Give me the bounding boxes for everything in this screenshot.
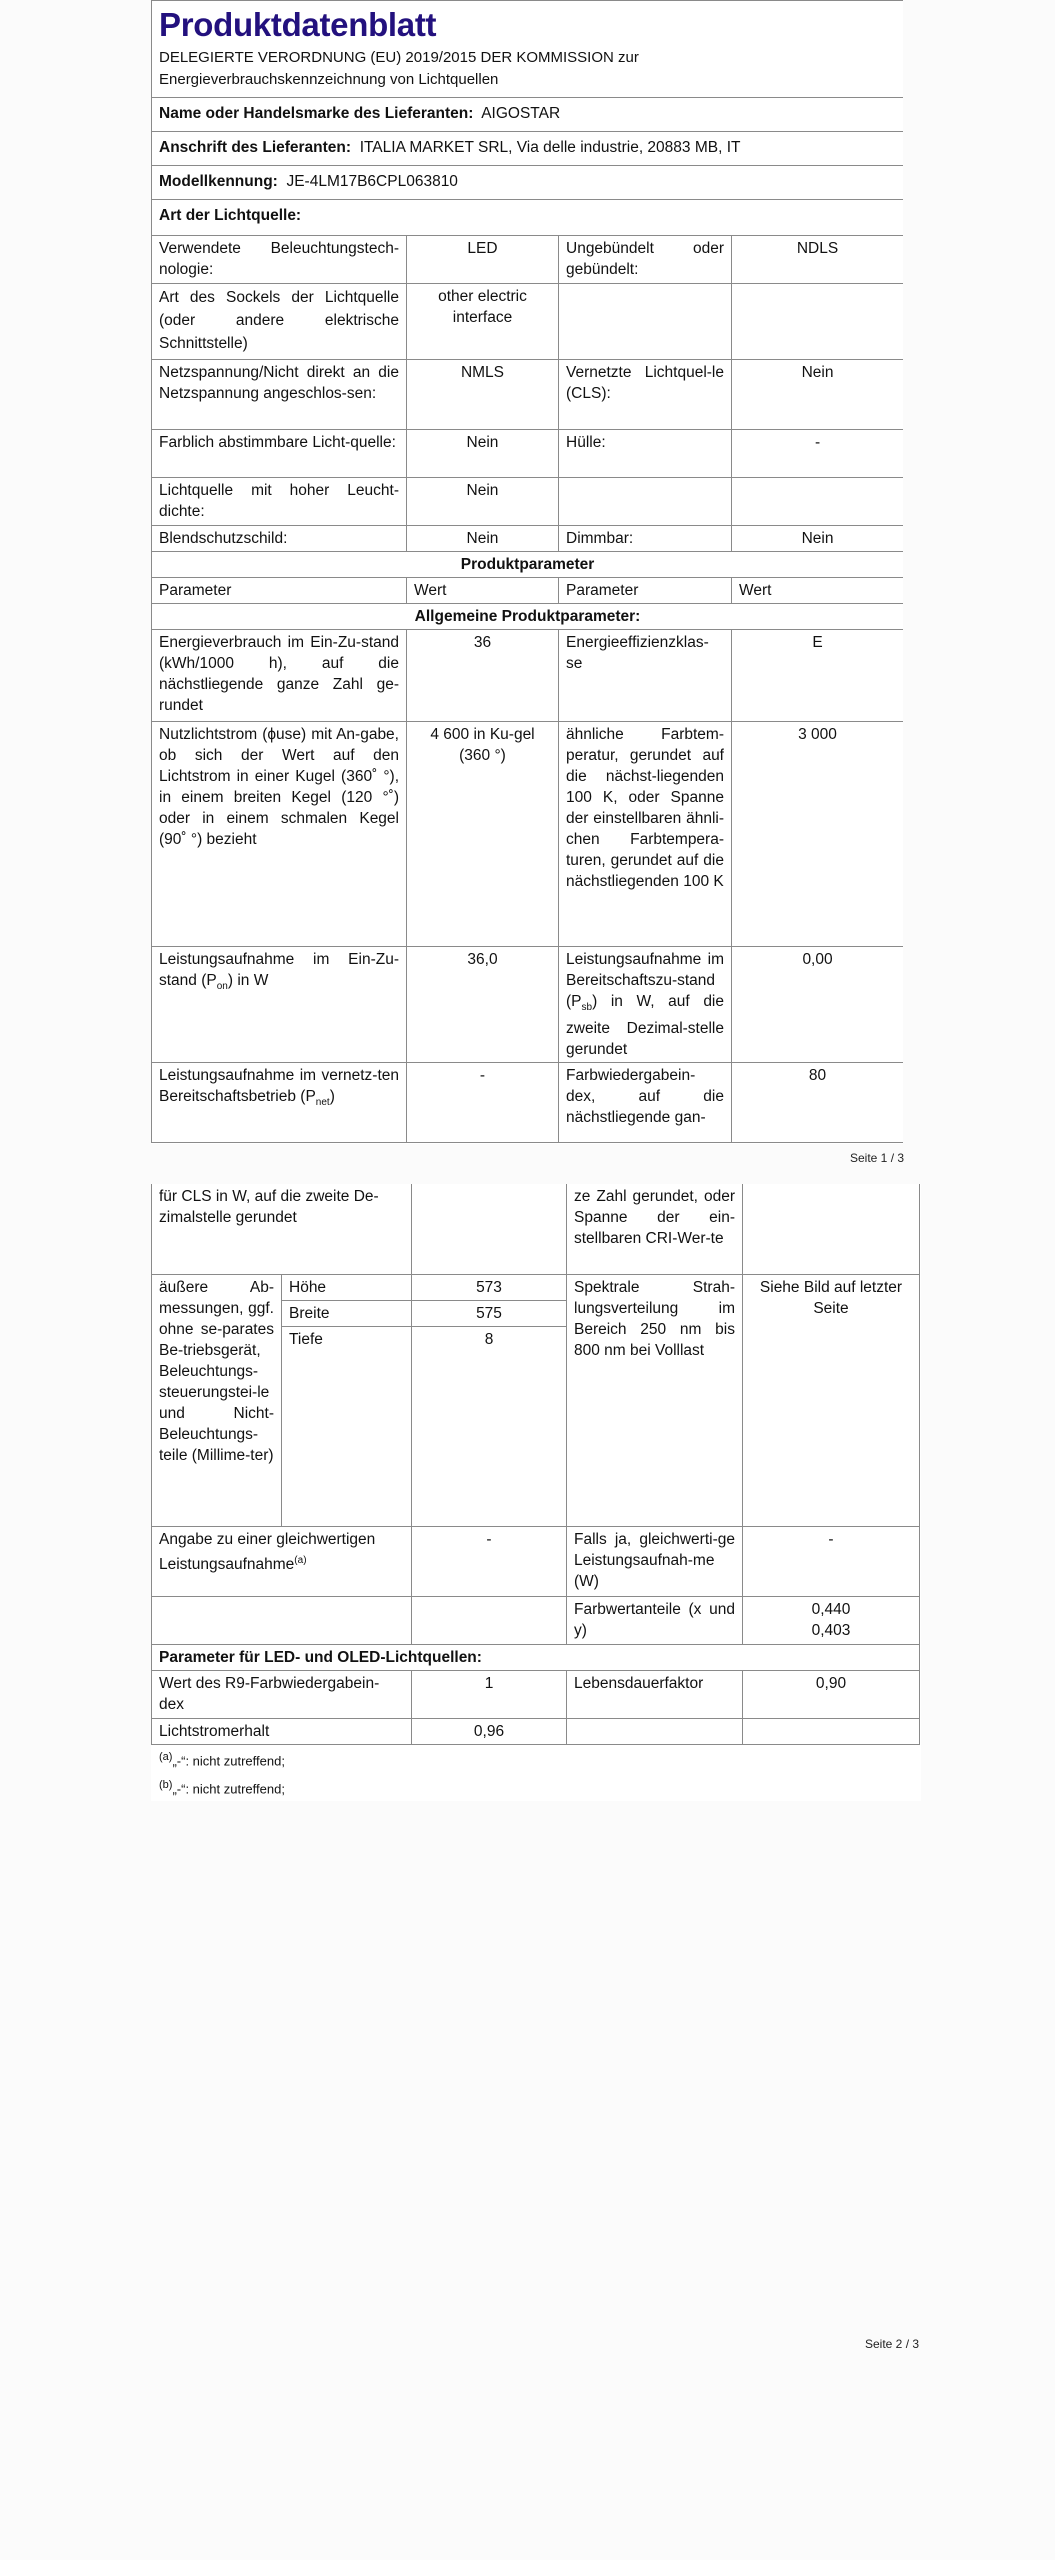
param-value: NDLS — [732, 236, 904, 284]
table-row — [152, 722, 904, 947]
dimension-value: 573 — [412, 1274, 567, 1300]
footnote: $^{(b)}$„-“: nicht zutreffend; — [159, 1778, 285, 1797]
param-label: Lichtstromerhalt — [152, 1718, 412, 1744]
supplier-address-value: ITALIA MARKET SRL, Via delle industrie, 20883 MB, IT — [359, 139, 741, 156]
column-header: Wert — [732, 578, 904, 604]
table-row — [152, 1063, 904, 1143]
column-header: Wert — [407, 578, 559, 604]
param-label: Ungebündelt oder gebündelt: — [559, 236, 732, 284]
param-label: Wert des R9-Farbwiedergabein-dex — [152, 1670, 412, 1718]
column-header-row — [152, 578, 904, 604]
param-label: Art des Sockels der Lichtquelle (oder andere elektrische Schnittstelle) — [152, 284, 407, 360]
param-value: NMLS — [407, 360, 559, 430]
table-row — [152, 236, 904, 284]
chromaticity-values — [743, 1596, 920, 1644]
param-value: - — [407, 1063, 559, 1143]
page-title: Produktdatenblatt — [159, 6, 437, 43]
dimension-row — [152, 1274, 920, 1300]
param-value: - — [743, 1526, 920, 1596]
param-value — [732, 284, 904, 360]
model-label: Modellkennung: — [159, 173, 278, 190]
dimension-name: Höhe — [282, 1274, 412, 1300]
param-value — [732, 478, 904, 526]
table-row — [152, 284, 904, 360]
supplier-name-label: Name oder Handelsmarke des Lieferanten: — [159, 105, 474, 122]
table-row — [152, 1670, 920, 1718]
param-value: other electric interface — [407, 284, 559, 360]
param-value: - — [732, 430, 904, 478]
footnotes — [151, 1745, 921, 1802]
param-value: 36 — [407, 630, 559, 722]
page-footer-2: Seite 2 / 3 — [865, 2337, 920, 2351]
table-row-continued — [152, 1184, 920, 1274]
param-label: Blendschutzschild: — [152, 526, 407, 552]
page-footer-1: Seite 1 / 3 — [850, 1151, 905, 1165]
param-value: Siehe Bild auf letzter Seite — [743, 1274, 920, 1526]
param-label: Hülle: — [559, 430, 732, 478]
supplier-name-value: AIGOSTAR — [481, 105, 561, 122]
table-row — [152, 1526, 920, 1596]
param-value: Nein — [407, 526, 559, 552]
param-label: Netzspannung/Nicht direkt an die Netzspannung angeschlos-sen: — [152, 360, 407, 430]
dimension-value: 8 — [412, 1326, 567, 1526]
param-label: Energieverbrauch im Ein-Zu-stand (kWh/1000 h), auf die nächstliegende ganze Zahl ge-rundet — [152, 630, 407, 722]
param-label-continued: ze Zahl gerundet, oder Spanne der ein-stellbaren CRI-Wer-te — [567, 1184, 743, 1274]
supplier-address-row — [152, 132, 904, 166]
param-label: Farbwiedergabein-dex, auf die nächstliegende gan- — [559, 1063, 732, 1143]
dimension-name: Breite — [282, 1300, 412, 1326]
param-label-continued: für CLS in W, auf die zweite De-zimalstelle gerundet — [152, 1184, 412, 1274]
param-value: Nein — [732, 526, 904, 552]
param-label — [559, 284, 732, 360]
chromaticity-y: 0,403 — [811, 1621, 851, 1639]
table-row — [152, 430, 904, 478]
general-parameters-heading: Allgemeine Produktparameter: — [152, 604, 904, 630]
param-label: Leistungsaufnahme im Ein-Zu-stand $(P_{on})$ in W — [152, 947, 407, 1063]
param-value: Nein — [732, 360, 904, 430]
param-label: Farbwertanteile (x und y) — [567, 1596, 743, 1644]
param-label: Farblich abstimmbare Licht-quelle: — [152, 430, 407, 478]
supplier-address-label: Anschrift des Lieferanten: — [159, 139, 352, 156]
param-label: Energieeffizienzklas-se — [559, 630, 732, 722]
param-label: Lichtquelle mit hoher Leucht-dichte: — [152, 478, 407, 526]
led-parameters-heading: Parameter für LED- und OLED-Lichtquellen: — [152, 1644, 920, 1670]
product-data-table-page-1 — [151, 0, 903, 1143]
param-value: E — [732, 630, 904, 722]
param-value: LED — [407, 236, 559, 284]
param-value: Nein — [407, 430, 559, 478]
footnote: $^{(a)}$„-“: nicht zutreffend; — [159, 1750, 285, 1768]
chromaticity-x: 0,440 — [811, 1600, 851, 1618]
param-label: Verwendete Beleuchtungstech-nologie: — [152, 236, 407, 284]
column-header: Parameter — [559, 578, 732, 604]
table-row — [152, 526, 904, 552]
dimension-name: Tiefe — [282, 1326, 412, 1526]
param-value: 0,96 — [412, 1718, 567, 1744]
param-label: Dimmbar: — [559, 526, 732, 552]
product-data-table-page-2 — [151, 1184, 920, 1745]
table-row — [152, 1718, 920, 1744]
param-value: 36,0 — [407, 947, 559, 1063]
param-label: Falls ja, gleichwerti-ge Leistungsaufnah-me (W) — [567, 1526, 743, 1596]
param-label — [567, 1718, 743, 1744]
param-label: Lebensdauerfaktor — [567, 1670, 743, 1718]
param-label: Angabe zu einer gleichwertigen Leistungsaufnahme$^{(a)}$ — [152, 1526, 412, 1596]
param-label: Spektrale Strah-lungsverteilung im Bereich 250 nm bis 800 nm bei Volllast — [567, 1274, 743, 1526]
param-value: 4 600 in Ku-gel (360 °) — [407, 722, 559, 947]
light-source-type-heading: Art der Lichtquelle: — [152, 200, 904, 236]
product-parameters-heading: Produktparameter — [152, 552, 904, 578]
page-2 — [151, 1184, 921, 1801]
table-row — [152, 360, 904, 430]
param-value: 80 — [732, 1063, 904, 1143]
param-value: Nein — [407, 478, 559, 526]
param-label: Leistungsaufnahme im Bereitschaftszu-stand $(P_{sb})$ in W, auf die zweite Dezimal-stelle gerundet — [559, 947, 732, 1063]
regulation-text: DELEGIERTE VERORDNUNG (EU) 2019/2015 DER KOMMISSION zur Energieverbrauchskennzeichnung von Lichtquellen — [159, 49, 639, 88]
table-row — [152, 630, 904, 722]
param-label: ähnliche Farbtem-peratur, gerundet auf die nächst-liegenden 100 K, oder Spanne der einstellbaren ähnli-chen Farbtempera-turen, gerundet auf die nächstliegenden 100 K — [559, 722, 732, 947]
table-row — [152, 947, 904, 1063]
dimensions-label: äußere Ab-messungen, ggf. ohne se-parates Be-triebsgerät, Beleuchtungs-steuerungstei-le und Nicht-Beleuchtungs-teile (Millime-ter) — [152, 1274, 282, 1526]
page-1 — [151, 0, 903, 1144]
param-value: 0,00 — [732, 947, 904, 1063]
table-row — [152, 478, 904, 526]
param-value: 0,90 — [743, 1670, 920, 1718]
param-value: 1 — [412, 1670, 567, 1718]
supplier-name-row — [152, 98, 904, 132]
param-label — [559, 478, 732, 526]
column-header: Parameter — [152, 578, 407, 604]
model-row — [152, 166, 904, 200]
param-label: Vernetzte Lichtquel-le (CLS): — [559, 360, 732, 430]
model-value: JE-4LM17B6CPL063810 — [286, 173, 458, 190]
param-value: 3 000 — [732, 722, 904, 947]
param-value — [743, 1718, 920, 1744]
table-row — [152, 1596, 920, 1644]
param-label: Nutzlichtstrom (ϕuse) mit An-gabe, ob sich der Wert auf den Lichtstrom in einer Kugel (360˚ °), in einem breiten Kegel (120 °˚) oder in einem schmalen Kegel (90˚ °) bezieht — [152, 722, 407, 947]
param-value: - — [412, 1526, 567, 1596]
param-label: Leistungsaufnahme im vernetz-ten Bereitschaftsbetrieb $(P_{net})$ — [152, 1063, 407, 1143]
dimension-value: 575 — [412, 1300, 567, 1326]
